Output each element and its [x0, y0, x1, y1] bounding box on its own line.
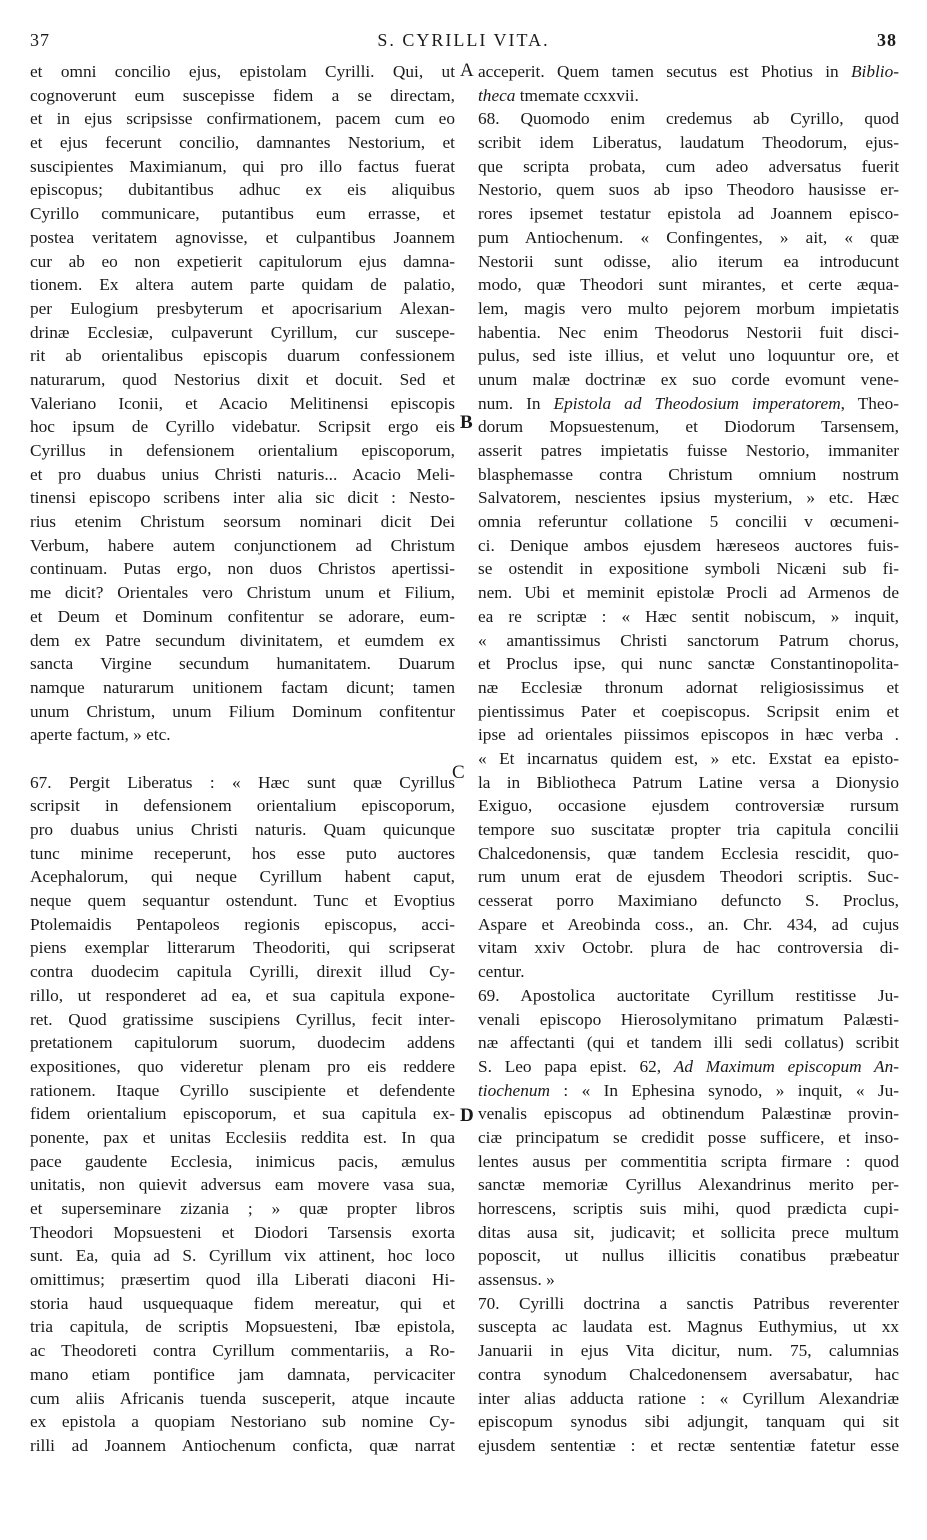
- text-line: Valeriano Iconii, et Acacio Melitinensi episcopis: [30, 393, 455, 413]
- text-line: rillo, ut responderet ad ea, et sua capitula expone-: [30, 985, 455, 1005]
- text-line: cum aliis Africanis tuenda susceperit, atque incaute: [30, 1388, 455, 1408]
- text-run-italic: theca: [478, 85, 516, 105]
- text-line: venali episcopo Hierosolymitano primatum Palæsti-: [478, 1009, 899, 1029]
- text-line: rilli ad Joannem Antiochenum conficta, quæ narrat: [30, 1435, 455, 1455]
- text-line: per Eulogium presbyterum et apocrisarium Alexan-: [30, 298, 455, 318]
- text-line: cur ab eo non expetierit capitulorum ejus damna-: [30, 251, 455, 271]
- text-line: aperte factum, » etc.: [30, 725, 171, 745]
- margin-marker-b: B: [460, 412, 473, 433]
- text-line: venalis episcopus ad obtinendum Palæstinæ provin-: [478, 1104, 899, 1124]
- text-line: Nestorio, quem suos ab ipso Theodoro hausisse er-: [478, 180, 899, 200]
- text-line: contra duodecim capitula Cyrilli, direxit illud Cy-: [30, 962, 455, 982]
- text-line: namque naturarum unitionem factam dicunt; tamen: [30, 677, 455, 697]
- text-line: drinæ Ecclesiæ, culpaverunt Cyrillum, cur suscepe-: [30, 322, 455, 342]
- text-line: rationem. Itaque Cyrillo suscipiente et defendente: [30, 1080, 455, 1100]
- text-line: tinensi episcopo scribens inter alia sic dicit : Nesto-: [30, 488, 455, 508]
- text-line: [478, 1055, 899, 1079]
- text-line: sunt. Ea, quia ad S. Cyrillum vix attinent, hoc loco: [30, 1246, 455, 1266]
- text-line: ejusdem sententiæ : et rectæ sententiæ fatetur esse: [478, 1435, 899, 1455]
- text-line: næ affectanti (qui et tandem illi sedi collatus) scribit: [478, 1033, 899, 1053]
- text-line: Januarii in ejus Vita dicitur, num. 75, calumnias: [478, 1341, 899, 1361]
- text-line: fidem orientalium episcoporum, et sua capitula ex-: [30, 1104, 455, 1124]
- text-line: continuam. Putas ergo, non duos Christos apertissi-: [30, 559, 455, 579]
- text-line: tionem. Ex altera autem parte quidam de palatio,: [30, 275, 455, 295]
- text-line: [478, 1079, 899, 1103]
- text-line: sanctæ memoriæ Cyrillus Alexandrinus merito per-: [478, 1175, 899, 1195]
- text-line: ci. Denique ambos ejusdem hæreseos auctores fuis-: [478, 535, 899, 555]
- text-line: unum malæ doctrinæ ex suo corde evomunt vene-: [478, 369, 899, 389]
- text-line: unitatis, non quievit adversus eam movere vasa sua,: [30, 1175, 455, 1195]
- text-line: 67. Pergit Liberatus : « Hæc sunt quæ Cyrillus: [30, 772, 455, 792]
- text-line: [478, 84, 899, 108]
- page-number-right: 38: [877, 30, 897, 50]
- text-line: 69. Apostolica auctoritate Cyrillum restitisse Ju-: [478, 985, 899, 1005]
- text-run-italic: tiochenum: [478, 1080, 550, 1100]
- right-column: [478, 60, 899, 1458]
- text-line: ea re scriptæ : « Hæc sentit nobiscum, » inquit,: [478, 606, 899, 626]
- text-line: ac Theodoreti contra Cyrillum commentariis, a Ro-: [30, 1341, 455, 1361]
- text-line: asserit patres impietatis fuisse Nestorio, immaniter: [478, 441, 899, 460]
- text-line: pum Antiochenum. « Confingentes, » ait, « quæ: [478, 227, 899, 247]
- text-line: næ Ecclesiæ thronum adornat religiosissimus et: [478, 677, 899, 697]
- text-run: acceperit. Quem tamen secutus est Photius in: [478, 62, 851, 81]
- text-line: Nestorii sunt odisse, alio iterum ea introducunt: [478, 251, 899, 271]
- text-line: expositiones, quo videretur plenam pro eis reddere: [30, 1056, 455, 1076]
- text-line: ret. Quod gratissime suscipiens Cyrillus, fecit inter-: [30, 1009, 455, 1029]
- margin-marker-d: D: [460, 1105, 474, 1126]
- left-column: [30, 60, 455, 1458]
- page-number-left: 37: [30, 30, 50, 50]
- text-line: « Et incarnatus quidem est, » etc. Exstat ea episto-: [478, 748, 899, 768]
- text-line: ditas ausa sit, judicavit; et sollicita prece multum: [478, 1222, 899, 1242]
- text-line: dorum Mopsuestenum, et Diodorum Tarsensem,: [478, 417, 899, 437]
- text-line: pulus, sed iste illius, et velut uno loquuntur ore, et: [478, 346, 899, 366]
- text-line: nem. Ubi et meminit epistolæ Procli ad Armenos de: [478, 583, 899, 603]
- text-run: S. Leo papa epist. 62,: [478, 1056, 674, 1076]
- margin-marker-c: C: [452, 762, 465, 783]
- text-run: tmemate ccxxvii.: [515, 85, 639, 105]
- text-line: Cyrillo communicare, putantibus eum errasse, et: [30, 204, 455, 224]
- text-line: hoc ipsum de Cyrillo videbatur. Scripsit ergo eis: [30, 417, 455, 437]
- running-title: S. CYRILLI VITA.: [377, 30, 550, 50]
- text-line: [478, 60, 899, 84]
- text-line: rores ipsemet testatur epistola ad Joannem episco-: [478, 204, 899, 224]
- text-line: tunc minime receperunt, hos esse puto auctores: [30, 843, 455, 863]
- text-line: contra synodum Chalcedonensem aversabatur, hac: [478, 1364, 899, 1384]
- text-line: que scripta probata, cum adeo adversatus fuerit: [478, 156, 899, 176]
- text-run-italic: Epistola ad Theodosium imperatorem: [553, 393, 841, 413]
- text-line: rit ab orientalibus episcopis duarum confessionem: [30, 346, 455, 366]
- text-line: la in Bibliotheca Patrum Latine versa a Dionysio: [478, 772, 899, 792]
- text-line: mano etiam pontifice jam damnata, pervicaciter: [30, 1364, 455, 1384]
- text-line: poposcit, ut nullus illicitis conatibus præbeatur: [478, 1246, 899, 1266]
- text-line: et in ejus scripsisse confirmationem, pacem cum eo: [30, 109, 455, 129]
- text-line: Cyrillus in defensionem orientalium episcoporum,: [30, 441, 455, 460]
- text-line: et omni concilio ejus, epistolam Cyrilli. Qui, ut: [30, 62, 455, 81]
- text-line: episcopum synodus sibi adjungit, tanquam qui sit: [478, 1412, 899, 1432]
- text-line: [478, 392, 899, 416]
- margin-marker-a: A: [460, 60, 474, 81]
- text-line: ciæ principatum se credidit posse sufficere, et inso-: [478, 1127, 899, 1147]
- text-line: Salvatorem, nescientes ipsius mysterium, » etc. Hæc: [478, 488, 899, 508]
- text-line: ex epistola a quopiam Nestoriano sub nomine Cy-: [30, 1412, 455, 1432]
- text-line: inter alias adducta ratione : « Cyrillum Alexandriæ: [478, 1388, 899, 1408]
- text-line: omnia referuntur collatione 5 concilii v œcumeni-: [478, 512, 899, 532]
- text-line: Acephalorum, qui neque Cyrillum habent caput,: [30, 867, 455, 887]
- text-line: sancta Virgine secundum humanitatem. Duarum: [30, 654, 455, 674]
- text-line: Aspare et Areobinda coss., an. Chr. 434, ad cujus: [478, 914, 899, 934]
- text-line: postea veritatem agnovisse, et culpantibus Joannem: [30, 227, 455, 247]
- text-line: se ostendit in expositione symboli Nicæni sub fi-: [478, 559, 899, 579]
- text-line: Chalcedonensis, quæ tandem Ecclesia rescidit, quo-: [478, 843, 899, 863]
- text-line: storia haud usquequaque fidem mereatur, qui et: [30, 1293, 455, 1313]
- text-line: centur.: [478, 962, 525, 982]
- text-line: pientissimus Pater et coepiscopus. Scripsit enim et: [478, 701, 899, 721]
- text-line: modo, quæ Theodori sunt mirantes, et certe æqua-: [478, 275, 899, 295]
- text-line: Exiguo, occasione ejusdem controversiæ rursum: [478, 796, 899, 816]
- paragraph-gap: [30, 747, 455, 771]
- text-line: naturarum, quod Nestorius dixit et docuit. Sed et: [30, 369, 455, 389]
- text-line: rum unum erat de ejusdem Theodori scriptis. Suc-: [478, 867, 899, 887]
- text-line: piens exemplar litterarum Theodoriti, qui scripserat: [30, 938, 455, 958]
- text-line: lem, magis vero multo pejorem morbum impietatis: [478, 298, 899, 318]
- text-line: assensus. »: [478, 1270, 555, 1290]
- text-line: Verbum, habere autem conjunctionem ad Christum: [30, 535, 455, 555]
- text-line: tempore suo suscitatæ propter tria capitula concilii: [478, 820, 899, 839]
- text-run: : « In Ephesina synodo, » inquit, « Ju-: [550, 1080, 899, 1100]
- text-line: horrescens, scriptis suis mihi, quod prædicta cupi-: [478, 1199, 899, 1218]
- text-line: cognoverunt eum suscepisse fidem a se directam,: [30, 85, 455, 105]
- text-line: 70. Cyrilli doctrina a sanctis Patribus reverenter: [478, 1293, 899, 1313]
- text-line: et superseminare zizania ; » quæ propter libros: [30, 1199, 455, 1218]
- text-line: scripsit in defensionem orientalium episcoporum,: [30, 796, 455, 816]
- text-line: ponente, pax et unitas Ecclesiis reddita est. In qua: [30, 1127, 455, 1147]
- page-header: [30, 30, 897, 60]
- text-line: blasphemasse contra Christum omnium nostrum: [478, 464, 899, 484]
- text-line: pace gaudente Ecclesia, inimicus pacis, æmulus: [30, 1151, 455, 1171]
- text-line: me dicit? Orientales vero Christum unum et Filium,: [30, 583, 455, 603]
- text-line: pro duabus unius Christi naturis. Quam quicunque: [30, 820, 455, 839]
- text-line: omittimus; præsertim quod illa Liberati diaconi Hi-: [30, 1270, 455, 1290]
- text-line: pretationem capitulorum suorum, duodecim addens: [30, 1033, 455, 1053]
- text-line: et Deum et Dominum confitentur se adorare, eum-: [30, 606, 455, 626]
- text-run-italic: Biblio-: [851, 62, 899, 81]
- text-run-italic: Ad Maximum episcopum An-: [673, 1056, 899, 1076]
- text-line: et Proclus ipse, qui nunc sanctæ Constantinopolita-: [478, 654, 899, 674]
- text-line: et ejus fecerunt concilio, damnantes Nestorium, et: [30, 133, 455, 153]
- text-line: Theodori Mopsuesteni et Diodori Tarsensis exorta: [30, 1222, 455, 1242]
- text-line: vitam xxiv Octobr. plura de hac controversia di-: [478, 938, 899, 958]
- text-line: cesserat porro Maximiano defuncto S. Proclus,: [478, 891, 899, 911]
- text-line: Ptolemaidis Pentapoleos regionis episcopus, acci-: [30, 914, 455, 934]
- text-line: tria capitula, de scriptis Mopsuesteni, Ibæ epistola,: [30, 1317, 455, 1337]
- text-line: lentes ausus per commentitia scripta firmare : quod: [478, 1151, 899, 1171]
- text-run: num. In: [478, 393, 554, 413]
- text-line: « amantissimus Christi sanctorum Patrum chorus,: [478, 630, 899, 650]
- text-line: neque quem sequantur ostendunt. Tunc et Evoptius: [30, 891, 455, 911]
- text-line: rius etenim Christum seorsum nominari dicit Dei: [30, 512, 455, 532]
- text-line: ipse ad orientales piissimos episcopos in hæc verba .: [478, 725, 899, 745]
- text-line: dem ex Patre secundum divinitatem, et eumdem ex: [30, 630, 455, 650]
- text-line: 68. Quomodo enim credemus ab Cyrillo, quod: [478, 109, 899, 129]
- text-line: habentia. Nec enim Theodorus Nestorii fuit disci-: [478, 322, 899, 342]
- text-line: episcopus; dubitantibus adhuc ex eis aliquibus: [30, 180, 455, 200]
- text-line: unum Christum, unum Filium Dominum confitentur: [30, 701, 455, 721]
- text-run: , Theo-: [840, 393, 899, 413]
- text-line: scribit idem Liberatus, laudatum Theodorum, ejus-: [478, 133, 899, 153]
- text-line: suscipientes Maximianum, qui pro illo factus fuerat: [30, 156, 455, 176]
- text-line: et pro duabus unius Christi naturis... Acacio Meli-: [30, 464, 455, 484]
- text-line: suscepta ac laudata est. Magnus Euthymius, ut xx: [478, 1317, 899, 1337]
